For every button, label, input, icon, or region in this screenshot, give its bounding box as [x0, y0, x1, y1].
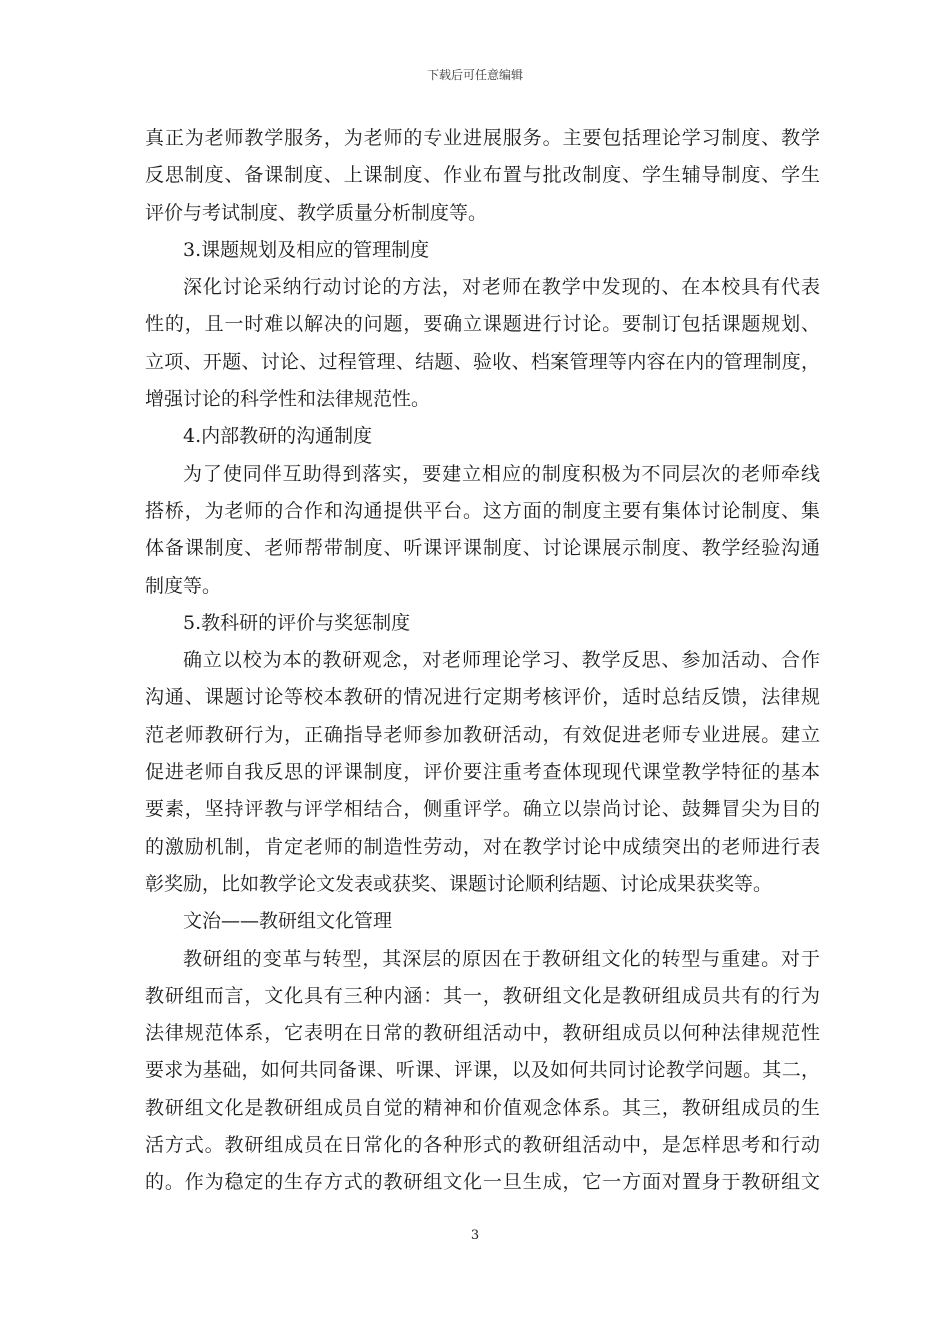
text-line: 深化讨论采纳行动讨论的方法，对老师在教学中发现的、在本校具有代表: [183, 276, 820, 299]
text-line: 真正为老师教学服务，为老师的专业进展服务。主要包括理论学习制度、教学: [145, 127, 820, 149]
text-line: 文治——教研组文化管理: [183, 910, 393, 933]
text-line: 范老师教研行为，正确指导老师参加教研活动，有效促进老师专业进展。建立: [145, 723, 820, 746]
text-line: 4.内部教研的沟通制度: [183, 425, 373, 448]
text-line: 促进老师自我反思的评课制度，评价要注重考查体现现代课堂教学特征的基本: [145, 761, 820, 784]
text-line: 教研组的变革与转型，其深层的原因在于教研组文化的转型与重建。对于: [183, 947, 820, 970]
text-line: 性的，且一时难以解决的问题，要确立课题进行讨论。要制订包括课题规划、: [145, 313, 820, 336]
text-line: 要求为基础，如何共同备课、听课、评课，以及如何共同讨论教学问题。其二，: [145, 1059, 820, 1082]
text-line: 制度等。: [145, 574, 222, 597]
text-line: 的。作为稳定的生存方式的教研组文化一旦生成，它一方面对置身于教研组文: [145, 1171, 820, 1194]
page-number: 3: [470, 1228, 480, 1243]
text-line: 教研组而言，文化具有三种内涵：其一，教研组文化是教研组成员共有的行为: [145, 984, 820, 1007]
text-line: 的激励机制，肯定老师的制造性劳动，对在教学讨论中成绩突出的老师进行表: [145, 835, 820, 858]
text-line: 体备课制度、老师帮带制度、听课评课制度、讨论课展示制度、教学经验沟通: [145, 537, 820, 560]
text-line: 搭桥，为老师的合作和沟通提供平台。这方面的制度主要有集体讨论制度、集: [145, 499, 820, 522]
text-line: 5.教科研的评价与奖惩制度: [183, 611, 411, 634]
text-line: 为了使同伴互助得到落实，要建立相应的制度积极为不同层次的老师牵线: [183, 462, 820, 485]
text-line: 彰奖励，比如教学论文发表或获奖、课题讨论顺利结题、讨论成果获奖等。: [145, 872, 773, 895]
text-line: 活方式。教研组成员在日常化的各种形式的教研组活动中，是怎样思考和行动: [145, 1134, 820, 1157]
text-line: 沟通、课题讨论等校本教研的情况进行定期考核评价，适时总结反馈，法律规: [145, 686, 820, 709]
text-line: 要素，坚持评教与评学相结合，侧重评学。确立以崇尚讨论、鼓舞冒尖为目的: [145, 798, 820, 821]
text-line: 确立以校为本的教研观念，对老师理论学习、教学反思、参加活动、合作: [183, 649, 820, 672]
text-line: 增强讨论的科学性和法律规范性。: [145, 388, 431, 411]
text-line: 3.课题规划及相应的管理制度: [183, 238, 430, 261]
page-header: 下载后可任意编辑: [426, 68, 523, 82]
text-line: 教研组文化是教研组成员自觉的精神和价值观念体系。其三，教研组成员的生: [145, 1096, 820, 1119]
text-line: 法律规范体系，它表明在日常的教研组活动中，教研组成员以何种法律规范性: [145, 1022, 820, 1045]
text-line: 评价与考试制度、教学质量分析制度等。: [145, 201, 488, 224]
text-line: 反思制度、备课制度、上课制度、作业布置与批改制度、学生辅导制度、学生: [145, 164, 820, 187]
text-line: 立项、开题、讨论、过程管理、结题、验收、档案管理等内容在内的管理制度，: [145, 350, 820, 373]
document-body: [145, 120, 820, 1202]
